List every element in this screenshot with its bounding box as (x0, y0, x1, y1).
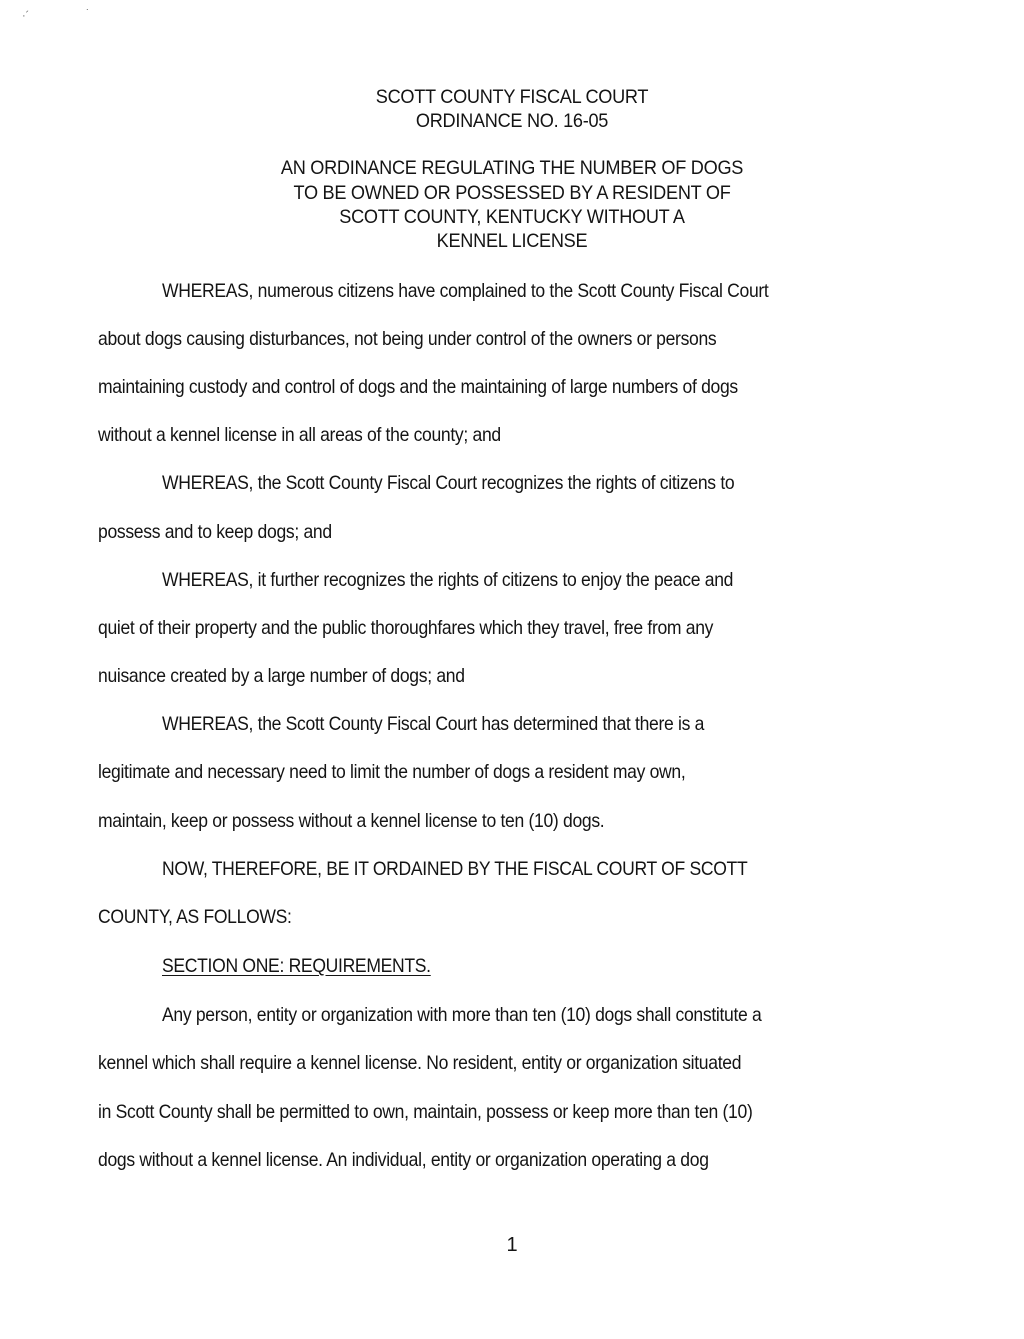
page-number: 1 (506, 1234, 518, 1256)
body-line: legitimate and necessary need to limit the number of dogs a resident may own, (98, 761, 686, 783)
body-line: without a kennel license in all areas of the county; and (98, 424, 501, 446)
body-line: about dogs causing disturbances, not being under control of the owners or persons (98, 328, 717, 350)
body-line: WHEREAS, it further recognizes the rights of citizens to enjoy the peace and (162, 569, 734, 591)
title-line: TO BE OWNED OR POSSESSED BY A RESIDENT OF (293, 182, 731, 204)
body-line: COUNTY, AS FOLLOWS: (98, 906, 292, 928)
body-line: quiet of their property and the public thoroughfares which they travel, free from any (98, 617, 714, 639)
body-line: WHEREAS, the Scott County Fiscal Court has determined that there is a (162, 713, 705, 735)
scan-artifact: ˙ (86, 8, 90, 20)
title-line: AN ORDINANCE REGULATING THE NUMBER OF DOGS (280, 157, 744, 179)
body-line: NOW, THEREFORE, BE IT ORDAINED BY THE FISCAL COURT OF SCOTT (162, 858, 748, 880)
body-line: WHEREAS, numerous citizens have complained to the Scott County Fiscal Court (162, 280, 769, 302)
body-line: Any person, entity or organization with more than ten (10) dogs shall constitute a (162, 1004, 762, 1026)
body-line: WHEREAS, the Scott County Fiscal Court recognizes the rights of citizens to (162, 472, 735, 494)
body-line: kennel which shall require a kennel license. No resident, entity or organization situated (98, 1052, 742, 1074)
section-heading: SECTION ONE: REQUIREMENTS. (162, 955, 431, 977)
body-line: dogs without a kennel license. An individual, entity or organization operating a dog (98, 1149, 709, 1171)
title-line: KENNEL LICENSE (436, 230, 588, 252)
scan-artifact: ·´ (22, 10, 30, 22)
body-line: nuisance created by a large number of dogs; and (98, 665, 465, 687)
body-line: in Scott County shall be permitted to own, maintain, possess or keep more than ten (10) (98, 1101, 753, 1123)
body-line: maintain, keep or possess without a kennel license to ten (10) dogs. (98, 810, 605, 832)
header-court-name: SCOTT COUNTY FISCAL COURT (375, 86, 649, 108)
title-line: SCOTT COUNTY, KENTUCKY WITHOUT A (339, 206, 685, 228)
header-ordinance-number: ORDINANCE NO. 16-05 (415, 110, 609, 132)
body-line: maintaining custody and control of dogs and the maintaining of large numbers of dogs (98, 376, 738, 398)
body-line: possess and to keep dogs; and (98, 521, 332, 543)
